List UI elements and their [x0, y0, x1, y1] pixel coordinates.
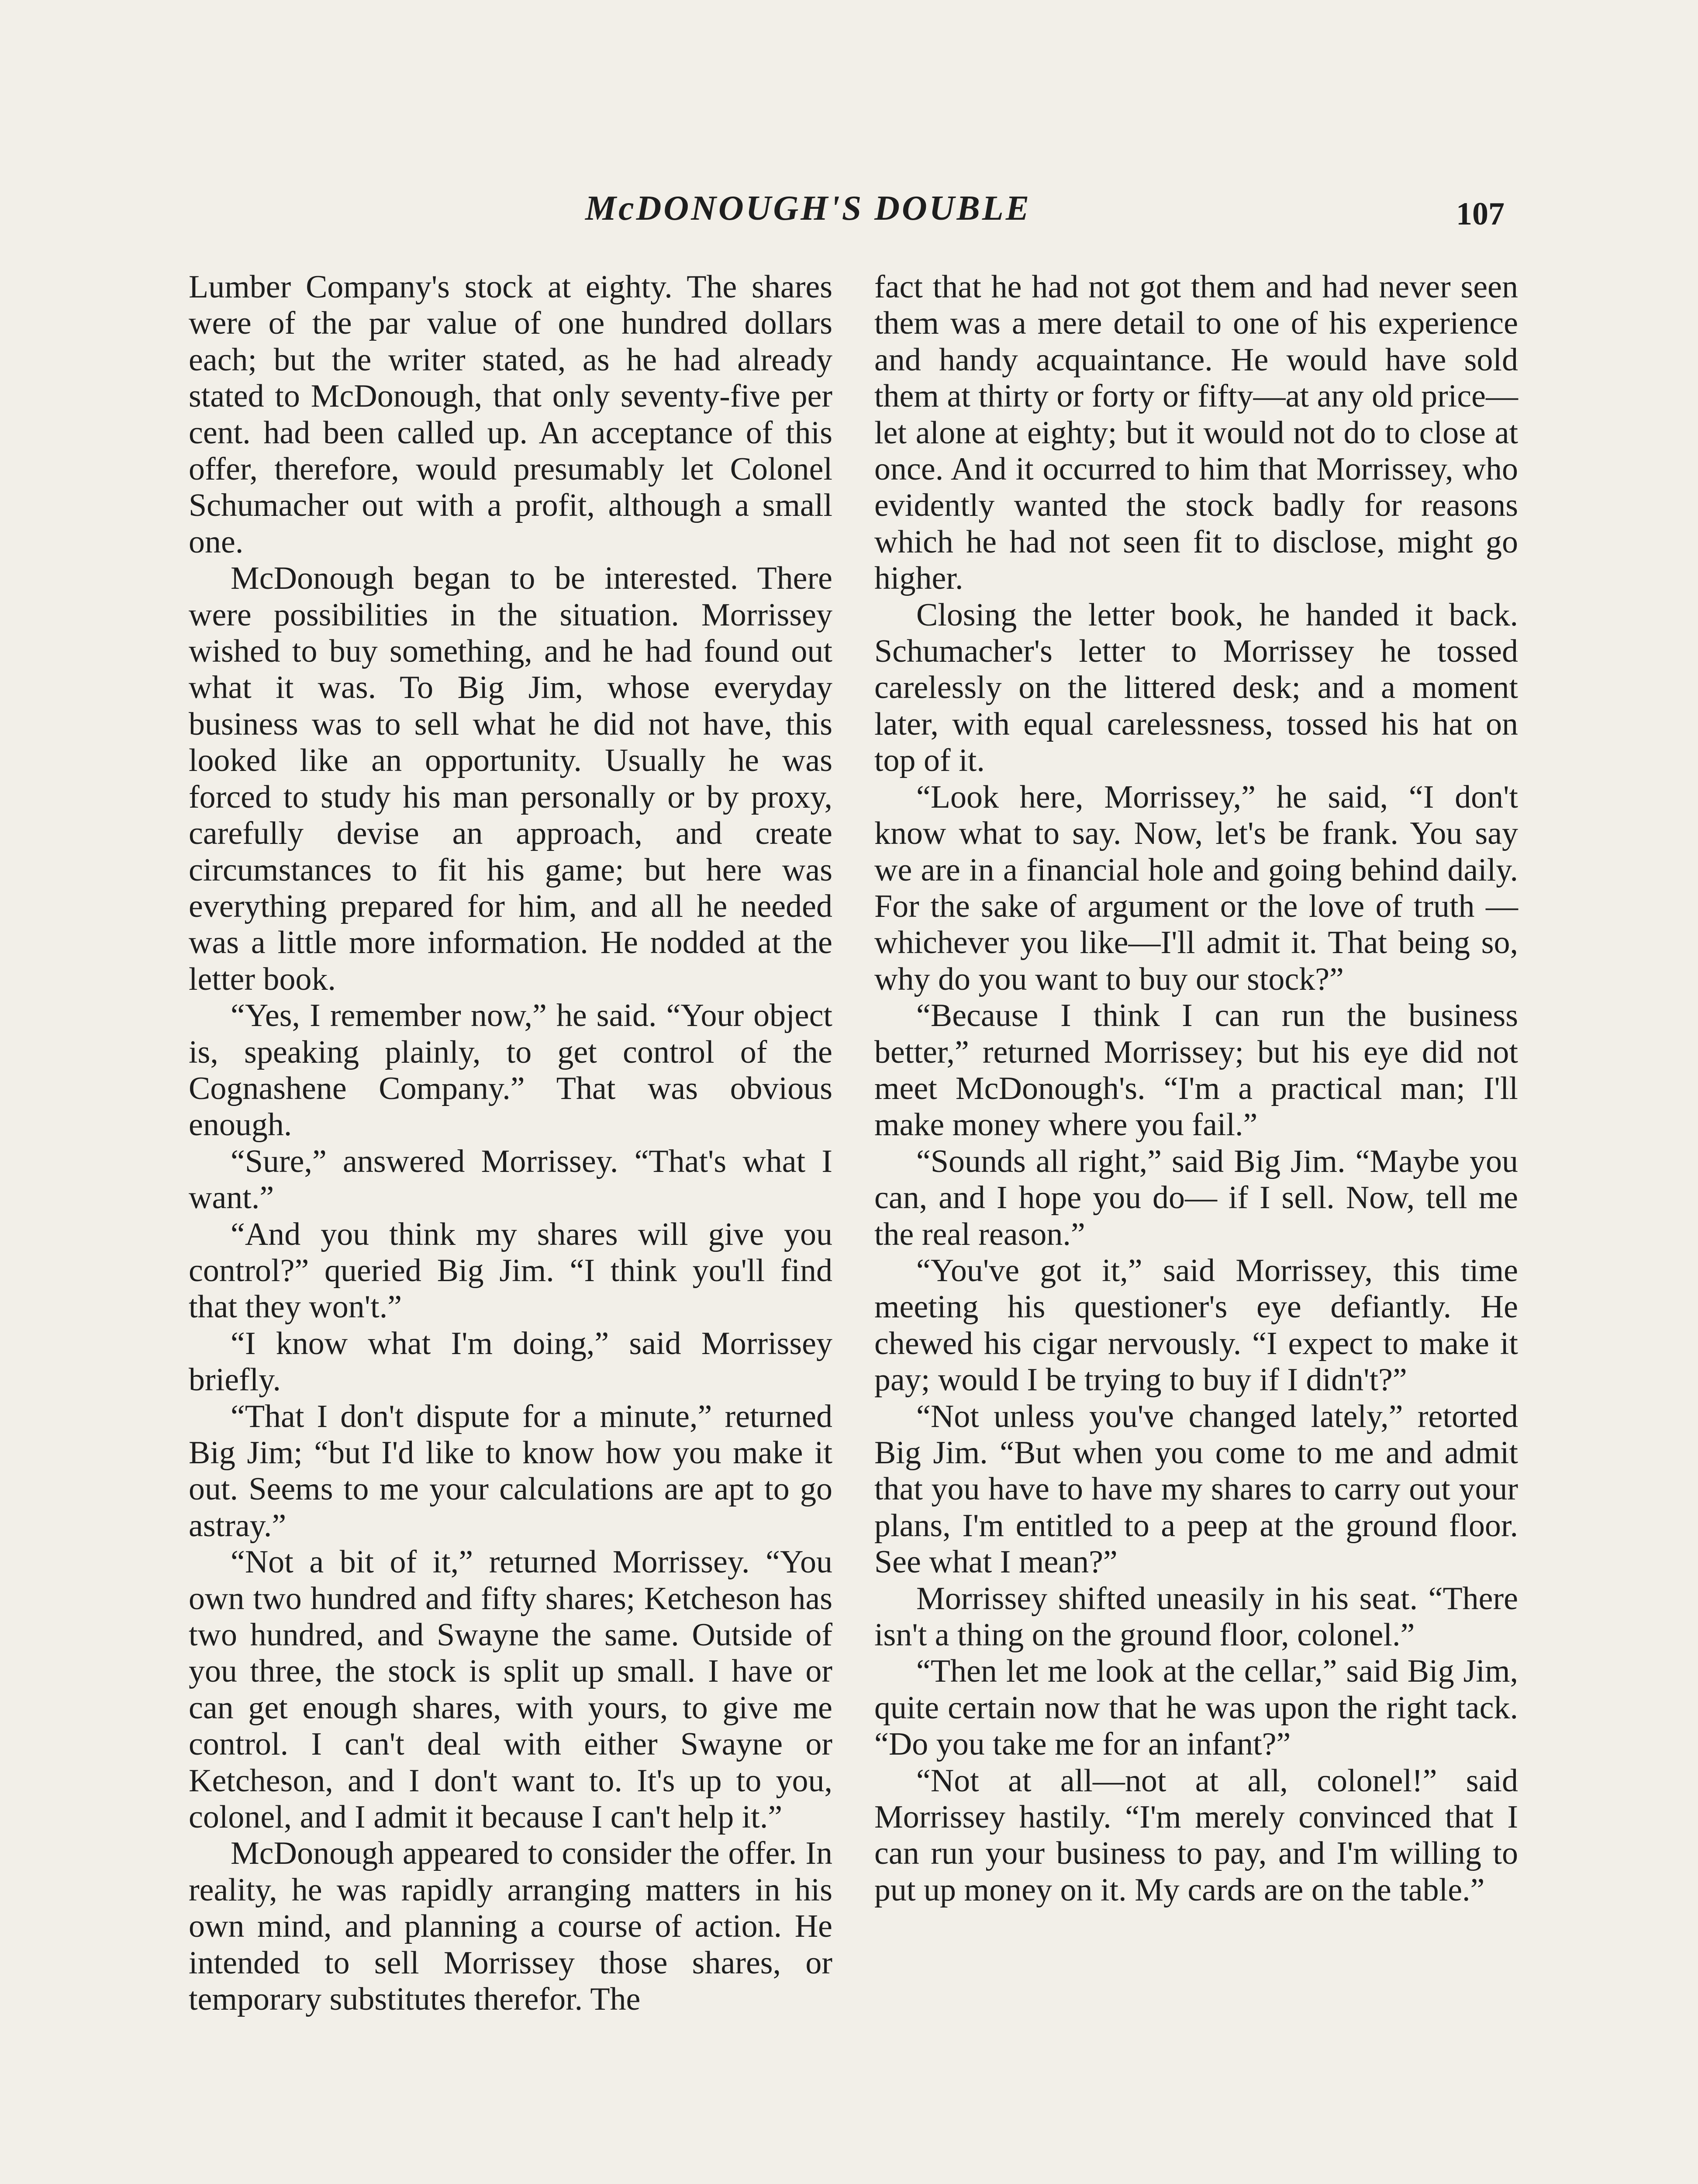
paragraph: “Sounds all right,” said Big Jim. “Maybe you can, and I hope you do— if I sell. Now, tell me the real reason.” [874, 1143, 1518, 1252]
paragraph: “Then let me look at the cellar,” said Big Jim, quite certain now that he was upon the right tack. “Do you take me for an infant?” [874, 1653, 1518, 1762]
text-column-right [874, 269, 1518, 1908]
paragraph: “Not a bit of it,” returned Morrissey. “You own two hundred and fifty shares; Ketcheson has two hundred, and Swayne the same. Outside of you three, the stock is split up small. I have or can get enough shares, with yours, to give me control. I can't deal with either Swayne or Ketcheson, and I don't want to. It's up to you, colonel, and I admit it because I can't help it.” [189, 1544, 832, 1835]
running-title: McDONOUGH'S DOUBLE [585, 189, 1032, 228]
paragraph: “That I don't dispute for a minute,” returned Big Jim; “but I'd like to know how you make it out. Seems to me your calculations are apt to go astray.” [189, 1398, 832, 1544]
paragraph: “Not at all—not at all, colonel!” said Morrissey hastily. “I'm merely convinced that I can run your business to pay, and I'm willing to put up money on it. My cards are on the table.” [874, 1762, 1518, 1908]
paragraph: “Yes, I remember now,” he said. “Your object is, speaking plainly, to get control of the Cognashene Company.” That was obvious enough. [189, 998, 832, 1143]
paragraph: Lumber Company's stock at eighty. The shares were of the par value of one hundred dollars each; but the writer stated, as he had already stated to McDonough, that only seventy-five per cent. had been called up. An acceptance of this offer, therefore, would presumably let Colonel Schumacher out with a profit, although a small one. [189, 269, 832, 560]
paragraph: “And you think my shares will give you control?” queried Big Jim. “I think you'll find that they won't.” [189, 1216, 832, 1325]
paragraph: “I know what I'm doing,” said Morrissey briefly. [189, 1325, 832, 1398]
text-column-left [189, 269, 832, 2018]
paragraph: McDonough appeared to consider the offer. In reality, he was rapidly arranging matters in his own mind, and planning a course of action. He intended to sell Morrissey those shares, or temporary substitutes therefor. The [189, 1835, 832, 2018]
paragraph: McDonough began to be interested. There were possibilities in the situation. Morrissey wished to buy something, and he had found out what it was. To Big Jim, whose everyday business was to sell what he did not have, this looked like an opportunity. Usually he was forced to study his man personally or by proxy, carefully devise an approach, and create circumstances to fit his game; but here was everything prepared for him, and all he needed was a little more information. He nodded at the letter book. [189, 560, 832, 997]
page-number: 107 [1456, 196, 1505, 232]
paragraph: “Not unless you've changed lately,” retorted Big Jim. “But when you come to me and admit that you have to have my shares to carry out your plans, I'm entitled to a peep at the ground floor. See what I mean?” [874, 1398, 1518, 1580]
paragraph: “You've got it,” said Morrissey, this time meeting his questioner's eye defiantly. He chewed his cigar nervously. “I expect to make it pay; would I be trying to buy if I didn't?” [874, 1252, 1518, 1398]
paragraph: Closing the letter book, he handed it back. Schumacher's letter to Morrissey he tossed carelessly on the littered desk; and a moment later, with equal carelessness, tossed his hat on top of it. [874, 597, 1518, 779]
paragraph: Morrissey shifted uneasily in his seat. “There isn't a thing on the ground floor, colonel.” [874, 1580, 1518, 1653]
paragraph: “Sure,” answered Morrissey. “That's what I want.” [189, 1143, 832, 1216]
paragraph: “Look here, Morrissey,” he said, “I don't know what to say. Now, let's be frank. You say we are in a financial hole and going behind daily. For the sake of argument or the love of truth —whichever you like—I'll admit it. That being so, why do you want to buy our stock?” [874, 779, 1518, 997]
paragraph: fact that he had not got them and had never seen them was a mere detail to one of his experience and handy acquaintance. He would have sold them at thirty or forty or fifty—at any old price—let alone at eighty; but it would not do to close at once. And it occurred to him that Morrissey, who evidently wanted the stock badly for reasons which he had not seen fit to disclose, might go higher. [874, 269, 1518, 597]
paragraph: “Because I think I can run the business better,” returned Morrissey; but his eye did not meet McDonough's. “I'm a practical man; I'll make money where you fail.” [874, 998, 1518, 1143]
